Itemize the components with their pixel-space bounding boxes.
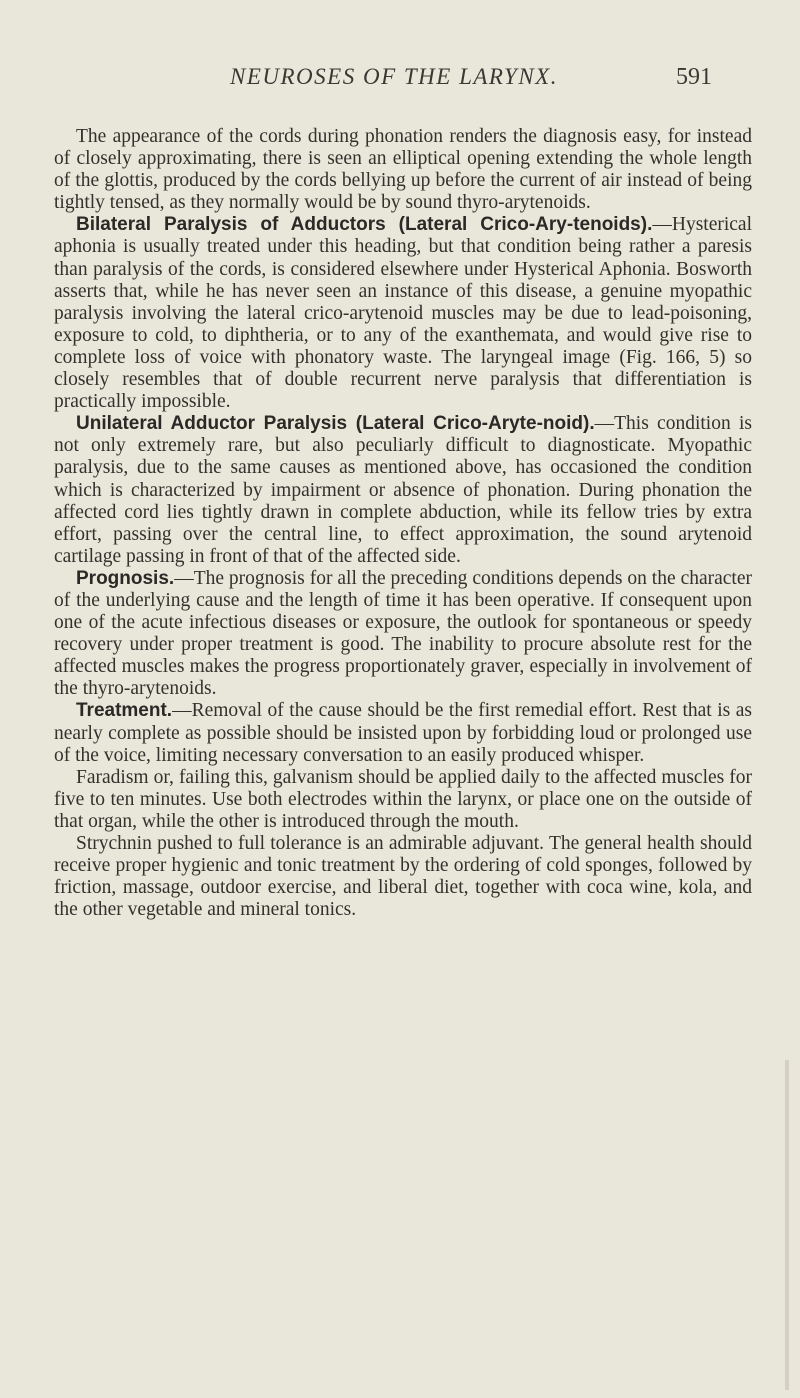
paragraph-text: —Removal of the cause should be the first remedial effort. Rest that is as nearly complete as possible should be insisted upon by forbidding loud or prolonged use of the voice, limiting necessary conversation to an easily produced whisper. bbox=[54, 700, 752, 766]
page-number: 591 bbox=[676, 64, 712, 90]
paragraph-text: The appearance of the cords during phonation renders the diagnosis easy, for instead of closely approximating, there is seen an elliptical opening extending the whole length of the glottis, produced by the cords bellying up before the current of air instead of being tightly tensed, as they normally would be by sound thyro-arytenoids. bbox=[54, 126, 752, 214]
page-edge-shadow bbox=[785, 1060, 789, 1390]
paragraph-text: —Hysterical aphonia is usually treated under this heading, but that condition being rather a paresis than paralysis of the cords, is considered elsewhere under Hysterical Aphonia. Bosworth asserts that, while he has never seen an instance of this disease, a genuine myopathic paralysis involving the lateral crico-arytenoid muscles may be due to lead-poisoning, exposure to cold, to diphtheria, or to any of the exanthemata, and would give rise to complete loss of voice with phonatory waste. The laryngeal image (Fig. 166, 5) so closely resembles that of double recurrent nerve paralysis that differentiation is practically impossible. bbox=[54, 214, 752, 413]
paragraph bbox=[54, 833, 752, 921]
paragraph-text: —The prognosis for all the preceding conditions depends on the character of the underlying cause and the length of time it has been operative. If consequent upon one of the acute infectious diseases or exposure, the outlook for spontaneous or speedy recovery under proper treatment is good. The inability to procure absolute rest for the affected muscles makes the progress proportionately graver, especially in involvement of the thyro-arytenoids. bbox=[54, 567, 752, 700]
section-heading: Unilateral Adductor Paralysis (Lateral Crico-Aryte-noid). bbox=[76, 413, 595, 435]
page-header bbox=[0, 64, 800, 104]
paragraph bbox=[54, 700, 752, 766]
body-text bbox=[54, 126, 752, 921]
paragraph bbox=[54, 214, 752, 413]
paragraph bbox=[54, 568, 752, 701]
paragraph-text: Faradism or, failing this, galvanism should be applied daily to the affected muscles for five to ten minutes. Use both electrodes within the larynx, or place one on the outside of that organ, while the other is introduced through the mouth. bbox=[54, 766, 752, 832]
paragraph-text: —This condition is not only extremely rare, but also peculiarly difficult to diagnosticate. Myopathic paralysis, due to the same causes as mentioned above, has occasioned the condition which is characterized by impairment or absence of phonation. During phonation the affected cord lies tightly drawn in complete abduction, while its fellow tries by extra effort, passing over the central line, to effect approximation, the sound arytenoid cartilage passing in front of that of the affected side. bbox=[54, 413, 752, 567]
paragraph bbox=[54, 767, 752, 833]
section-heading: Bilateral Paralysis of Adductors (Lateral Crico-Ary-tenoids). bbox=[76, 214, 653, 236]
section-heading: Prognosis. bbox=[76, 567, 175, 589]
paragraph bbox=[54, 126, 752, 214]
running-head: NEUROSES OF THE LARYNX. bbox=[230, 64, 558, 89]
section-heading: Treatment. bbox=[76, 700, 173, 722]
paragraph bbox=[54, 413, 752, 568]
paragraph-text: Strychnin pushed to full tolerance is an admirable adjuvant. The general health should receive proper hygienic and tonic treatment by the ordering of cold sponges, followed by friction, massage, outdoor exercise, and liberal diet, together with coca wine, kola, and the other vegetable and mineral tonics. bbox=[54, 833, 752, 921]
